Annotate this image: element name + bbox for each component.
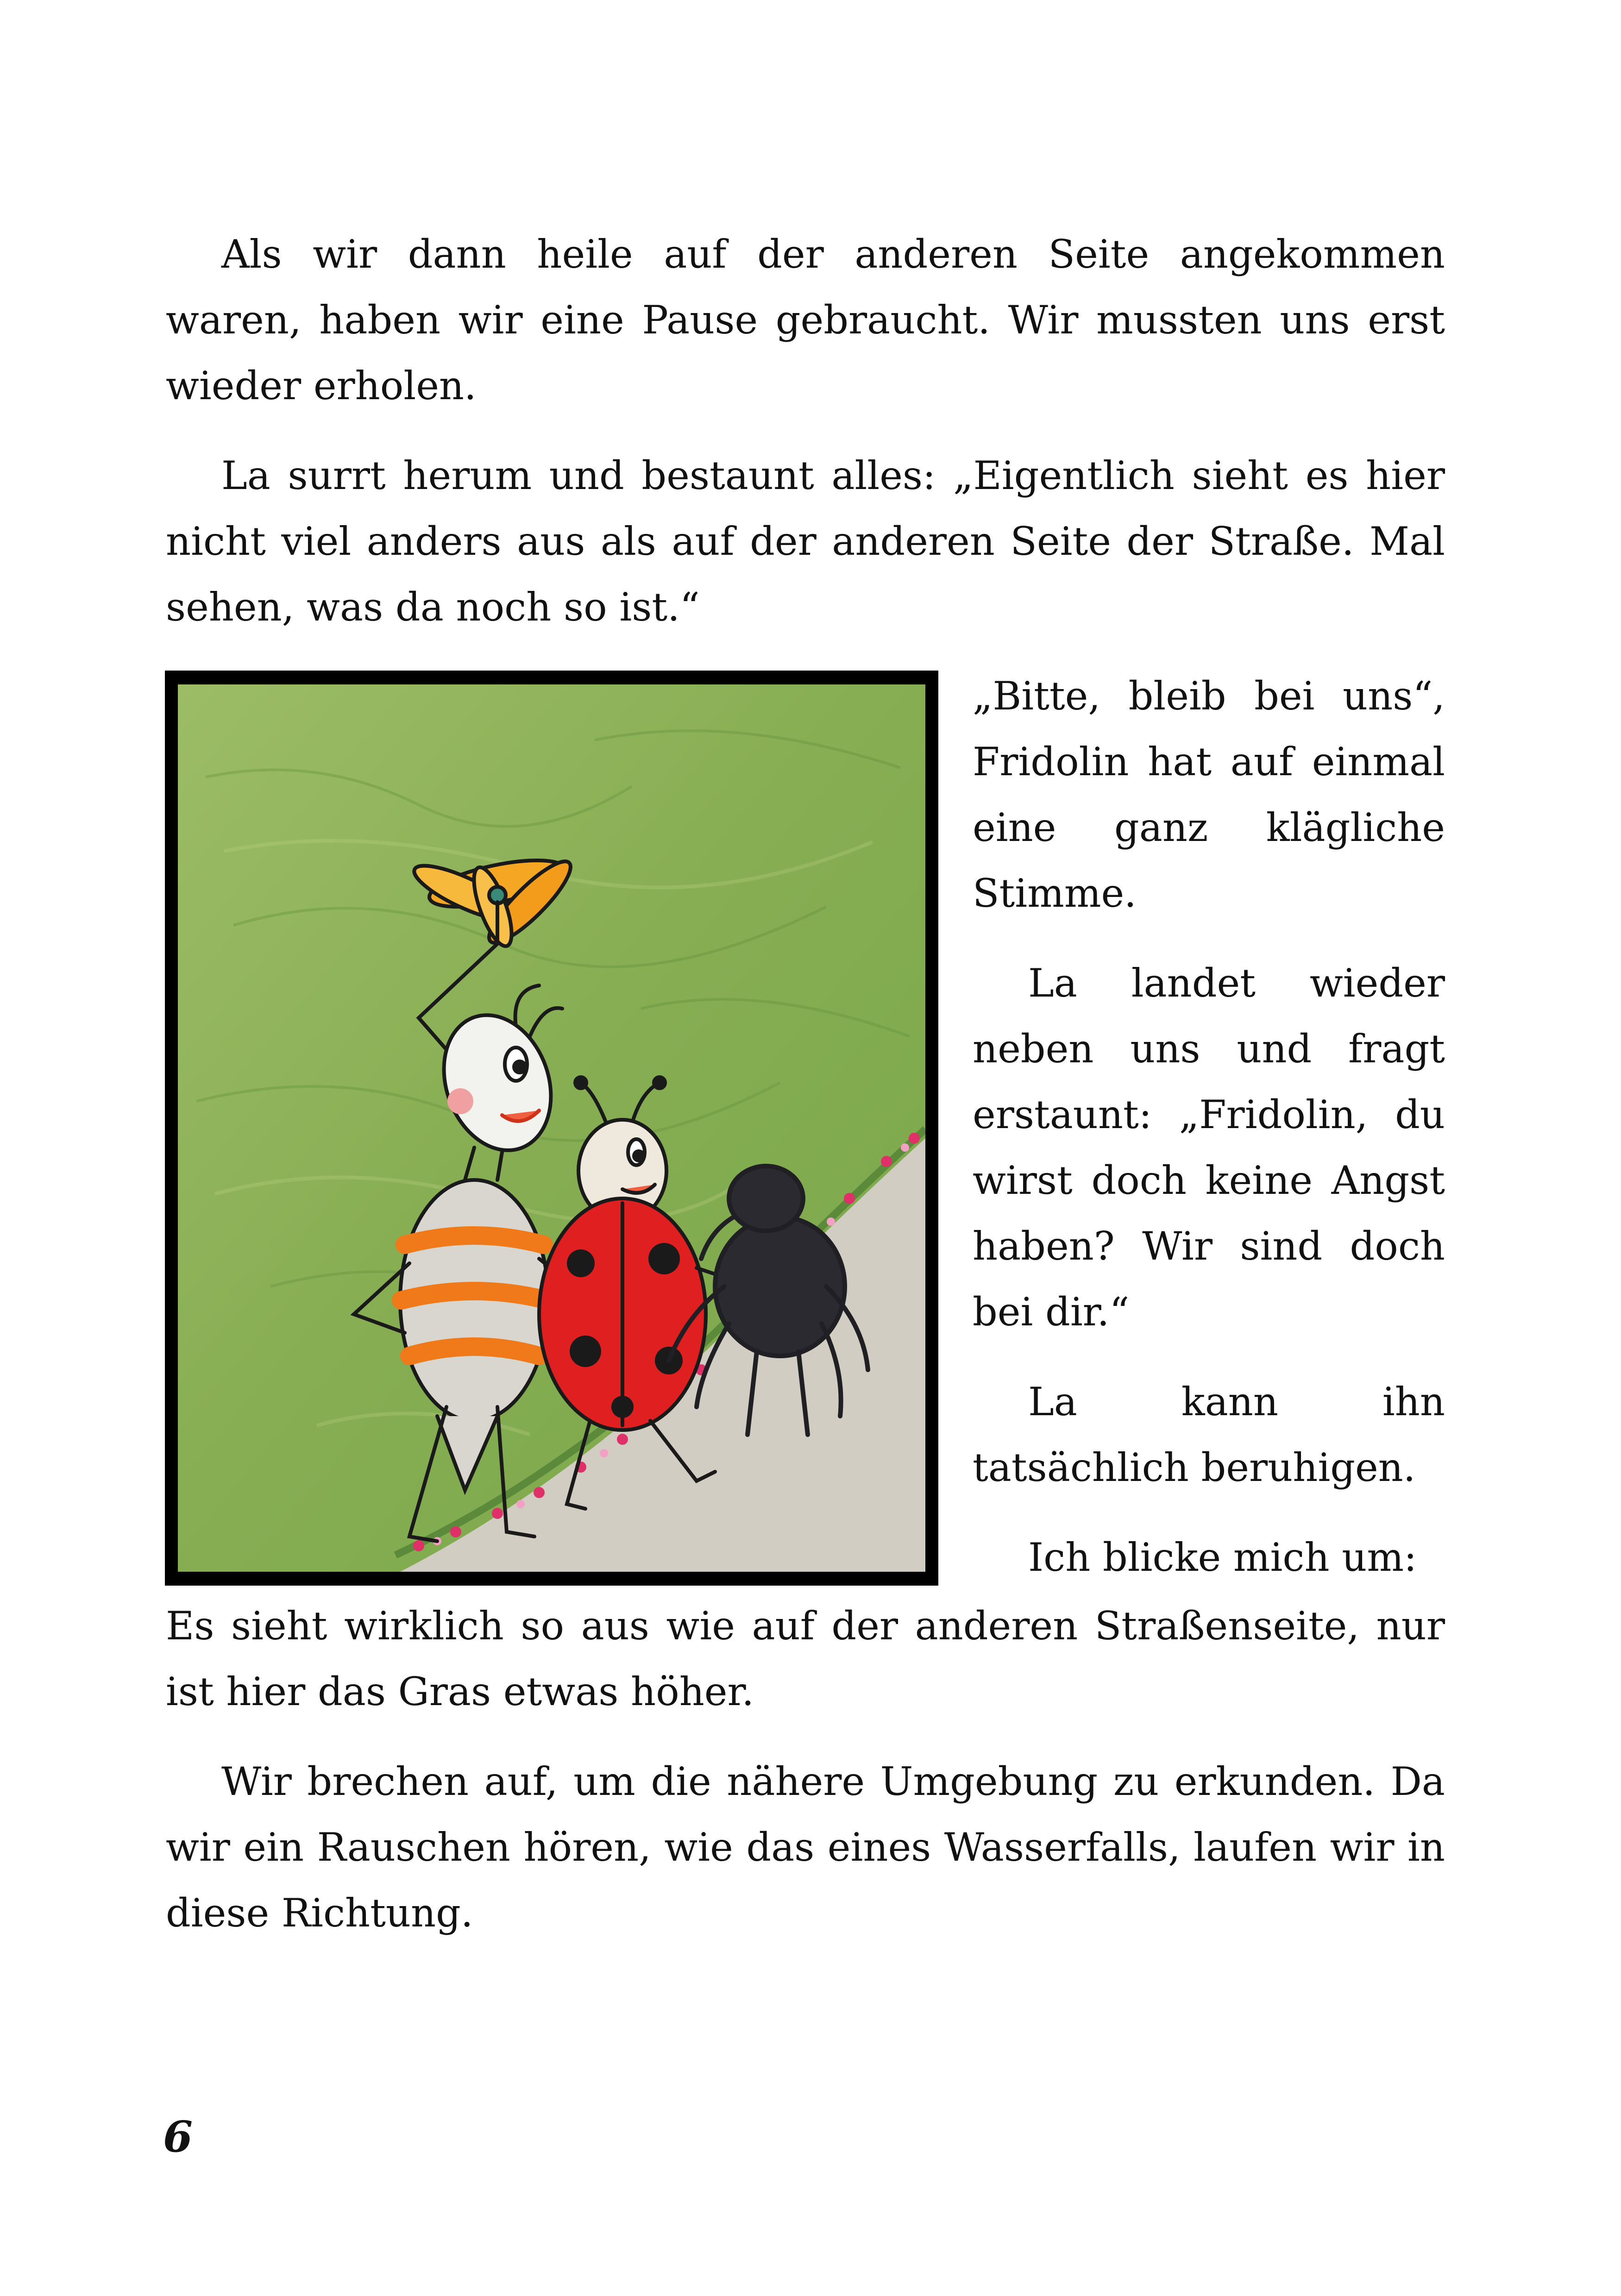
paragraph: Ich blicke mich um: xyxy=(1028,1535,1417,1580)
paragraph: La surrt herum und bestaunt alles: „Eigentlich sieht es hier nicht viel anders aus als auf der anderen Seite der Straße. Mal sehen, was da noch so ist.“ xyxy=(166,453,1445,630)
page-number: 6 xyxy=(163,2112,193,2162)
text-block-top xyxy=(166,221,1445,640)
paragraph: Es sieht wirklich so aus wie auf der anderen Straßenseite, nur ist hier das Gras etwas höher. xyxy=(166,1603,1445,1714)
paragraph: La kann ihn tatsächlich beruhigen. xyxy=(973,1379,1445,1490)
illustration-artwork xyxy=(178,684,925,1572)
paragraph: „Bitte, bleib bei uns“, Fridolin hat auf einmal eine ganz klägliche Stimme. xyxy=(973,673,1445,916)
paragraph: Als wir dann heile auf der anderen Seite angekommen waren, haben wir eine Pause gebraucht. Wir mussten uns erst wieder erholen. xyxy=(166,232,1445,408)
paragraph: La landet wieder neben uns und fragt erstaunt: „Fridolin, du wirst doch keine Angst haben? Wir sind doch bei dir.“ xyxy=(973,960,1445,1335)
text-block-side xyxy=(973,663,1445,1590)
text-block-bottom xyxy=(166,1593,1445,1946)
story-illustration xyxy=(165,671,938,1586)
paragraph: Wir brechen auf, um die nähere Umgebung zu erkunden. Da wir ein Rauschen hören, wie das eines Wasserfalls, laufen wir in diese Richtung. xyxy=(166,1759,1445,1936)
